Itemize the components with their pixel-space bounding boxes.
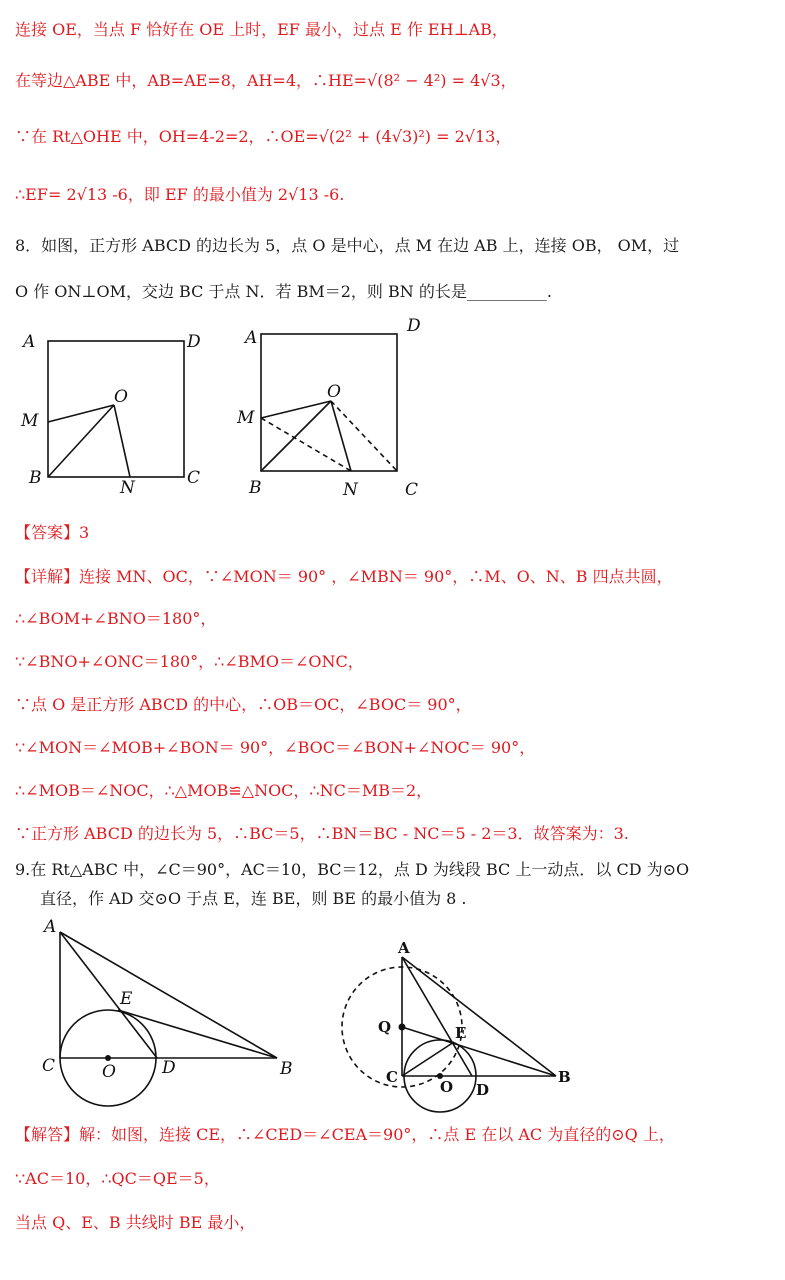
label-q: Q [378,1018,392,1036]
label-a: A [44,917,57,937]
segment-ab [60,932,277,1058]
detail-1: 【详解】连接 MN、OC，∵∠MON＝ 90° ，∠MBN＝ 90°，∴M、O、N、B 四点共圆， [15,567,673,586]
label-o: O [440,1078,454,1096]
detail-2: ∴∠BOM+∠BNO＝180°， [15,609,217,628]
label-a: A [23,332,36,352]
label-b: B [29,468,42,488]
label-d: D [476,1081,490,1099]
answer-8: 【答案】3 [15,523,90,542]
segment-mo [48,405,114,422]
label-b: B [558,1068,571,1086]
segment-bo [48,405,114,477]
label-d: D [187,332,201,352]
label-m: M [21,411,39,431]
label-d: D [407,316,421,336]
label-o: O [114,387,128,407]
center-o-dot [105,1055,111,1061]
label-b: B [280,1059,293,1079]
label-m: M [237,408,255,428]
q8-line-1: 8．如图，正方形 ABCD 的边长为 5，点 O 是中心，点 M 在边 AB 上，连接 OB， OM，过 [15,236,680,255]
solution-1: 【解答】解：如图，连接 CE，∴∠CED＝∠CEA＝90°，∴点 E 在以 AC 为直径的⊙Q 上， [15,1125,675,1144]
figure-8-right [235,315,435,500]
label-b: B [249,478,262,498]
square-abcd [48,341,184,477]
figure-9-right [340,935,580,1125]
label-c: C [386,1068,398,1086]
label-o: O [102,1062,116,1082]
q9-line-1: 9.在 Rt△ABC 中，∠C＝90°，AC＝10，BC＝12，点 D 为线段 BC 上一动点．以 CD 为⊙O [15,860,690,879]
segment-ad [402,957,472,1076]
label-d: D [162,1058,176,1078]
label-n: N [120,478,135,498]
detail-5: ∵∠MON＝∠MOB+∠BON＝ 90°，∠BOC＝∠BON+∠NOC＝ 90°， [15,738,536,757]
segment-ab [402,957,556,1076]
label-a: A [245,328,258,348]
center-q-dot [399,1024,406,1031]
segment-on [114,405,130,477]
label-o: O [327,382,341,402]
detail-3: ∵∠BNO+∠ONC＝180°，∴∠BMO＝∠ONC， [15,652,364,671]
line-1: 连接 OE，当点 F 恰好在 OE 上时，EF 最小，过点 E 作 EH⊥AB， [15,20,508,39]
detail-7: ∵正方形 ABCD 的边长为 5，∴BC＝5，∴BN＝BC - NC＝5 - 2＝3．故答案为：3. [15,824,629,843]
label-e: E [120,989,133,1009]
segment-ad [60,932,157,1058]
label-a: A [398,939,410,957]
label-n: N [343,480,358,500]
solution-3: 当点 Q、E、B 共线时 BE 最小， [15,1213,256,1232]
segment-qb [402,1027,556,1076]
label-c: C [42,1056,56,1076]
q9-line-2: 直径，作 AD 交⊙O 于点 E，连 BE，则 BE 的最小值为 8 . [40,889,467,908]
detail-6: ∴∠MOB＝∠NOC，∴△MOB≌△NOC，∴NC＝MB＝2， [15,781,433,800]
solution-2: ∵AC＝10，∴QC＝QE＝5， [15,1169,220,1188]
figure-8-left [15,325,215,498]
label-e: E [455,1024,467,1042]
segment-bo [261,401,331,471]
segment-ce [402,1042,454,1076]
label-c: C [405,480,419,500]
line-3: ∵在 Rt△OHE 中，OH=4-2=2，∴OE=√(2² + (4√3)²) = 2√13， [15,127,512,146]
figure-9-left [30,918,305,1118]
detail-4: ∵点 O 是正方形 ABCD 的中心，∴OB＝OC，∠BOC＝ 90°， [15,695,472,714]
segment-mo [261,401,331,418]
q8-line-2: O 作 ON⊥OM，交边 BC 于点 N．若 BM＝2，则 BN 的长是__________. [15,282,552,301]
label-c: C [187,468,201,488]
segment-eb [118,1010,277,1058]
line-2: 在等边△ABE 中，AB=AE=8，AH=4，∴HE=√(8² − 4²) = 4√3， [15,71,517,90]
line-4: ∴EF= 2√13 -6，即 EF 的最小值为 2√13 -6. [15,185,345,204]
